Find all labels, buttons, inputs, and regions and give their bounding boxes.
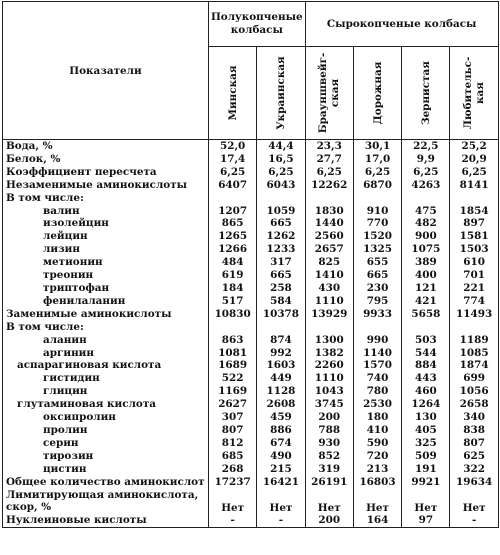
cell-value: 11493 (450, 308, 498, 321)
cell-value: 884 (402, 359, 450, 372)
cell-value: 699 (450, 372, 498, 385)
cell-value: 430 (305, 282, 353, 295)
cell-value: 389 (402, 256, 450, 269)
row-label: Заменимые аминокислоты (3, 308, 209, 321)
cell-value: 1520 (353, 230, 401, 243)
table-row (3, 514, 499, 527)
cell-value: 517 (209, 295, 257, 308)
cell-value (257, 192, 305, 205)
cell-value: 9933 (353, 308, 401, 321)
cell-value: 1689 (209, 359, 257, 372)
cell-value: 1128 (257, 385, 305, 398)
cell-value: 443 (402, 372, 450, 385)
cell-value: 674 (257, 437, 305, 450)
cell-value: 6,25 (402, 166, 450, 179)
cell-value: 807 (450, 437, 498, 450)
cell-value: 825 (305, 256, 353, 269)
column-header-5 (450, 47, 498, 140)
table-row (3, 205, 499, 218)
cell-value: 990 (353, 334, 401, 347)
cell-value: 1603 (257, 359, 305, 372)
cell-value: - (257, 514, 305, 527)
cell-value: Нет (450, 488, 498, 514)
cell-value: 340 (450, 411, 498, 424)
cell-value: 6,25 (305, 166, 353, 179)
cell-value: 16,5 (257, 153, 305, 166)
cell-value: 584 (257, 295, 305, 308)
column-header-label: Любительс- кая (462, 56, 487, 130)
table-row (3, 321, 499, 334)
cell-value: 2627 (209, 398, 257, 411)
column-header-1 (257, 47, 305, 140)
cell-value: 1081 (209, 347, 257, 360)
cell-value: 221 (450, 282, 498, 295)
cell-value: 6,25 (450, 166, 498, 179)
column-header-4 (402, 47, 450, 140)
column-header-label: Минская (226, 65, 239, 121)
cell-value: 1265 (209, 230, 257, 243)
row-label: оксипролин (3, 411, 209, 424)
cell-value: 410 (353, 424, 401, 437)
cell-value: 1207 (209, 205, 257, 218)
cell-value: 788 (305, 424, 353, 437)
cell-value: 459 (257, 411, 305, 424)
table-row (3, 476, 499, 489)
row-label: глицин (3, 385, 209, 398)
cell-value: - (450, 514, 498, 527)
cell-value: 482 (402, 217, 450, 230)
row-label: аргинин (3, 347, 209, 360)
column-header-label: Брауншвейг- ская (317, 52, 342, 134)
cell-value: 522 (209, 372, 257, 385)
table-row (3, 437, 499, 450)
table-row (3, 153, 499, 166)
cell-value: 121 (402, 282, 450, 295)
cell-value: 740 (353, 372, 401, 385)
cell-value: 191 (402, 463, 450, 476)
cell-value: 795 (353, 295, 401, 308)
row-label: серин (3, 437, 209, 450)
cell-value: 213 (353, 463, 401, 476)
cell-value: 26191 (305, 476, 353, 489)
cell-value: 665 (353, 269, 401, 282)
cell-value: 184 (209, 282, 257, 295)
cell-value: 322 (450, 463, 498, 476)
cell-value: 544 (402, 347, 450, 360)
cell-value: 720 (353, 450, 401, 463)
cell-value: 97 (402, 514, 450, 527)
row-label: метионин (3, 256, 209, 269)
row-label: треонин (3, 269, 209, 282)
row-label: аланин (3, 334, 209, 347)
cell-value: 910 (353, 205, 401, 218)
cell-value: 665 (257, 217, 305, 230)
cell-value: 838 (450, 424, 498, 437)
row-label: изолейцин (3, 217, 209, 230)
cell-value: 590 (353, 437, 401, 450)
cell-value (305, 192, 353, 205)
cell-value: 2657 (305, 243, 353, 256)
cell-value: 655 (353, 256, 401, 269)
cell-value: 130 (402, 411, 450, 424)
row-label: глутаминовая кислота (3, 398, 209, 411)
cell-value: 1059 (257, 205, 305, 218)
group-raw-smoked-header: Сырокопченые колбасы (305, 2, 498, 47)
cell-value (402, 321, 450, 334)
cell-value: 405 (402, 424, 450, 437)
cell-value: 1262 (257, 230, 305, 243)
cell-value: 13929 (305, 308, 353, 321)
cell-value: 52,0 (209, 140, 257, 153)
cell-value: 1085 (450, 347, 498, 360)
table-row (3, 230, 499, 243)
table-row (3, 411, 499, 424)
cell-value: 421 (402, 295, 450, 308)
row-label: тирозин (3, 450, 209, 463)
cell-value: 701 (450, 269, 498, 282)
cell-value: 852 (305, 450, 353, 463)
cell-value: 1410 (305, 269, 353, 282)
cell-value: 27,7 (305, 153, 353, 166)
row-label: лизин (3, 243, 209, 256)
cell-value: 449 (257, 372, 305, 385)
cell-value: 6043 (257, 179, 305, 192)
cell-value: 258 (257, 282, 305, 295)
cell-value: 665 (257, 269, 305, 282)
table-row (3, 295, 499, 308)
row-label: гистидин (3, 372, 209, 385)
cell-value: 1266 (209, 243, 257, 256)
cell-value (402, 192, 450, 205)
cell-value: 2560 (305, 230, 353, 243)
cell-value: 1043 (305, 385, 353, 398)
table-row (3, 488, 499, 514)
cell-value: 17,4 (209, 153, 257, 166)
table-row (3, 308, 499, 321)
cell-value: Нет (305, 488, 353, 514)
cell-value: 325 (402, 437, 450, 450)
cell-value: 16421 (257, 476, 305, 489)
cell-value (257, 321, 305, 334)
cell-value: 200 (305, 514, 353, 527)
cell-value: 897 (450, 217, 498, 230)
indicator-header: Показатели (3, 2, 209, 140)
cell-value: 685 (209, 450, 257, 463)
cell-value: 20,9 (450, 153, 498, 166)
table-row (3, 385, 499, 398)
cell-value: 44,4 (257, 140, 305, 153)
cell-value: Нет (257, 488, 305, 514)
row-label: Вода, % (3, 140, 209, 153)
cell-value: 1570 (353, 359, 401, 372)
cell-value: 22,5 (402, 140, 450, 153)
cell-value: 307 (209, 411, 257, 424)
cell-value: 774 (450, 295, 498, 308)
column-header-label: Зернистая (419, 61, 432, 125)
column-header-label: Украинская (274, 56, 287, 130)
cell-value (450, 192, 498, 205)
table-row (3, 269, 499, 282)
table-row (3, 282, 499, 295)
table-row (3, 347, 499, 360)
cell-value: 2530 (353, 398, 401, 411)
row-label: В том числе: (3, 321, 209, 334)
row-label: Нуклеиновые кислоты (3, 514, 209, 527)
cell-value: 1233 (257, 243, 305, 256)
table-header (3, 2, 499, 140)
cell-value: 1440 (305, 217, 353, 230)
cell-value: 16803 (353, 476, 401, 489)
cell-value: 6870 (353, 179, 401, 192)
cell-value: Нет (353, 488, 401, 514)
cell-value: 10830 (209, 308, 257, 321)
amino-acid-table-container (2, 1, 498, 528)
cell-value: 460 (402, 385, 450, 398)
row-label: лейцин (3, 230, 209, 243)
cell-value: 200 (305, 411, 353, 424)
cell-value: 9921 (402, 476, 450, 489)
cell-value: 1830 (305, 205, 353, 218)
column-header-3 (353, 47, 401, 140)
table-row (3, 334, 499, 347)
row-label: В том числе: (3, 192, 209, 205)
cell-value: 17,0 (353, 153, 401, 166)
row-label: фенилаланин (3, 295, 209, 308)
cell-value: 3745 (305, 398, 353, 411)
cell-value: 1382 (305, 347, 353, 360)
cell-value: 484 (209, 256, 257, 269)
cell-value: 1110 (305, 372, 353, 385)
cell-value: 865 (209, 217, 257, 230)
cell-value: 930 (305, 437, 353, 450)
cell-value: 2260 (305, 359, 353, 372)
cell-value: Нет (209, 488, 257, 514)
cell-value: 1075 (402, 243, 450, 256)
row-label: Общее количество аминокислот (3, 476, 209, 489)
cell-value: 900 (402, 230, 450, 243)
cell-value: 863 (209, 334, 257, 347)
amino-acid-table (2, 1, 499, 528)
column-header-label: Дорожная (371, 61, 384, 125)
cell-value (353, 192, 401, 205)
row-label: Белок, % (3, 153, 209, 166)
cell-value: 317 (257, 256, 305, 269)
cell-value: 6407 (209, 179, 257, 192)
cell-value: Нет (402, 488, 450, 514)
cell-value: 6,25 (209, 166, 257, 179)
table-row (3, 256, 499, 269)
cell-value: 780 (353, 385, 401, 398)
cell-value: 625 (450, 450, 498, 463)
cell-value: 1189 (450, 334, 498, 347)
cell-value: 25,2 (450, 140, 498, 153)
cell-value: 17237 (209, 476, 257, 489)
cell-value: 180 (353, 411, 401, 424)
cell-value: 1140 (353, 347, 401, 360)
cell-value: 770 (353, 217, 401, 230)
cell-value: 9,9 (402, 153, 450, 166)
row-label: Коэффициент пересчета (3, 166, 209, 179)
table-row (3, 179, 499, 192)
cell-value: 490 (257, 450, 305, 463)
cell-value: 30,1 (353, 140, 401, 153)
table-row (3, 166, 499, 179)
row-label: Незаменимые аминокислоты (3, 179, 209, 192)
cell-value: 992 (257, 347, 305, 360)
cell-value: 812 (209, 437, 257, 450)
column-header-0 (209, 47, 257, 140)
cell-value: 215 (257, 463, 305, 476)
cell-value: 5658 (402, 308, 450, 321)
cell-value: 619 (209, 269, 257, 282)
cell-value: 8141 (450, 179, 498, 192)
cell-value: 874 (257, 334, 305, 347)
cell-value: 1169 (209, 385, 257, 398)
cell-value: 23,3 (305, 140, 353, 153)
table-row (3, 424, 499, 437)
cell-value: 2658 (450, 398, 498, 411)
row-label: цистин (3, 463, 209, 476)
cell-value: 807 (209, 424, 257, 437)
cell-value (209, 192, 257, 205)
row-label: триптофан (3, 282, 209, 295)
cell-value: 2608 (257, 398, 305, 411)
cell-value: 230 (353, 282, 401, 295)
cell-value: 319 (305, 463, 353, 476)
cell-value (305, 321, 353, 334)
row-label: аспарагиновая кислота (3, 359, 209, 372)
cell-value (209, 321, 257, 334)
cell-value: 1581 (450, 230, 498, 243)
cell-value: 164 (353, 514, 401, 527)
cell-value: 10378 (257, 308, 305, 321)
table-row (3, 140, 499, 153)
table-row (3, 243, 499, 256)
table-row (3, 359, 499, 372)
cell-value: 1300 (305, 334, 353, 347)
cell-value: 4263 (402, 179, 450, 192)
column-header-2 (305, 47, 353, 140)
cell-value: 6,25 (257, 166, 305, 179)
row-label: валин (3, 205, 209, 218)
table-body (3, 140, 499, 528)
cell-value: 12262 (305, 179, 353, 192)
table-row (3, 192, 499, 205)
cell-value: 400 (402, 269, 450, 282)
cell-value: 1854 (450, 205, 498, 218)
table-row (3, 450, 499, 463)
cell-value: 1503 (450, 243, 498, 256)
row-label: Лимитирующая аминокислота, скор, % (3, 488, 209, 514)
cell-value (353, 321, 401, 334)
cell-value: 503 (402, 334, 450, 347)
cell-value: 610 (450, 256, 498, 269)
cell-value: 1874 (450, 359, 498, 372)
cell-value: - (209, 514, 257, 527)
cell-value: 475 (402, 205, 450, 218)
table-row (3, 217, 499, 230)
cell-value: 268 (209, 463, 257, 476)
cell-value: 1056 (450, 385, 498, 398)
row-label: пролин (3, 424, 209, 437)
cell-value: 6,25 (353, 166, 401, 179)
cell-value: 1110 (305, 295, 353, 308)
table-row (3, 463, 499, 476)
cell-value: 886 (257, 424, 305, 437)
table-row (3, 398, 499, 411)
cell-value: 19634 (450, 476, 498, 489)
cell-value (450, 321, 498, 334)
table-row (3, 372, 499, 385)
cell-value: 509 (402, 450, 450, 463)
cell-value: 1264 (402, 398, 450, 411)
cell-value: 1325 (353, 243, 401, 256)
group-semi-smoked-header: Полукопченые колбасы (209, 2, 306, 47)
